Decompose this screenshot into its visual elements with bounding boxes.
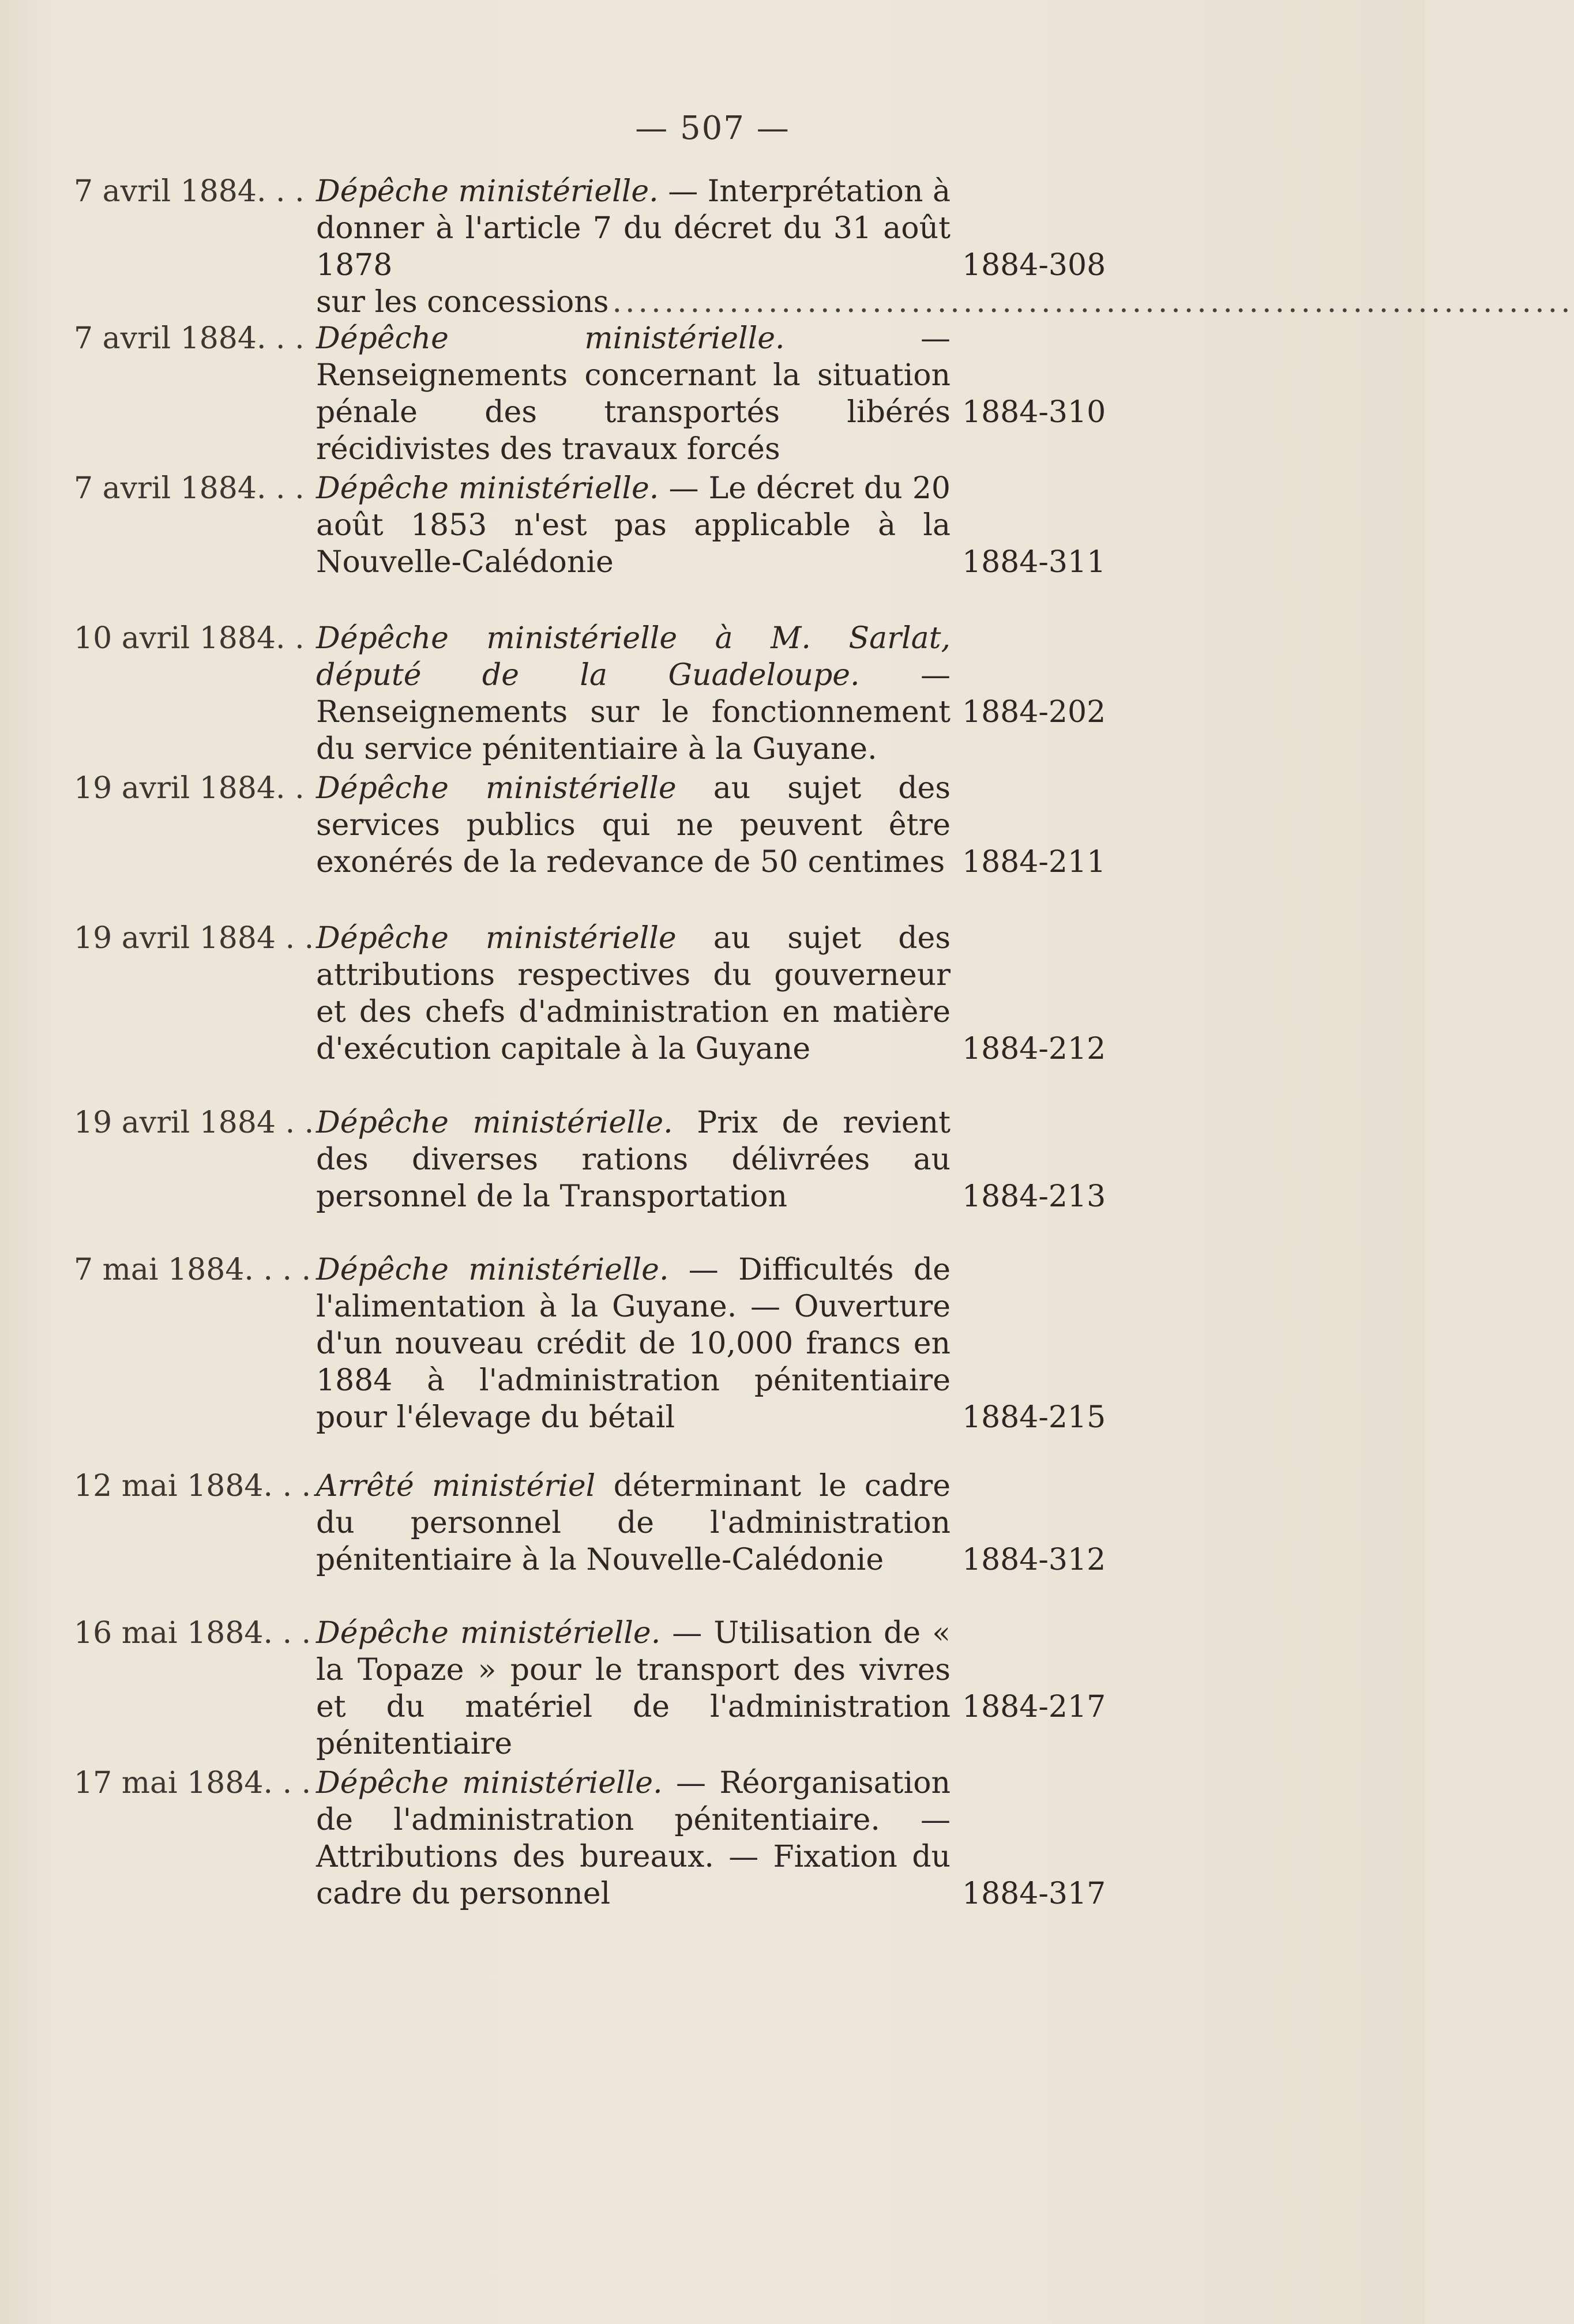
dot-leader: .......................................................................... <box>612 285 1574 319</box>
entry-text <box>316 1615 951 1762</box>
entry-reference: 1884-311 <box>962 545 1106 580</box>
entry-date: 7 avril 1884. . . <box>74 174 305 209</box>
entry-reference: 1884-308 <box>962 248 1106 283</box>
entry-kind: Dépêche ministérielle. <box>316 471 659 506</box>
entry-reference: 1884-215 <box>962 1400 1106 1435</box>
entry-text <box>316 1104 951 1215</box>
entry-description: — Difficultés de l'alimentation à la Guyane. — Ouverture d'un nouveau crédit de 10,000 francs en 1884 à l'administration pénitentiaire pour l'élevage du bétail <box>316 1253 951 1435</box>
entry-kind: Dépêche ministérielle. <box>316 1766 663 1800</box>
entry-last-words: sur les concessions <box>316 285 609 319</box>
entry-date: 7 mai 1884. . . . <box>74 1253 311 1287</box>
entry-reference: 1884-212 <box>962 1032 1106 1066</box>
entry-description: au sujet des services publics qui ne peuvent être exonérés de la redevance de 50 centimes <box>316 771 951 879</box>
entry-reference: 1884-312 <box>962 1543 1106 1577</box>
entry-description: — Le décret du 20 août 1853 n'est pas applicable à la Nouvelle-Calédonie <box>316 471 951 580</box>
entry-date: 7 avril 1884. . . <box>74 321 305 356</box>
entry-kind: Dépêche ministérielle. <box>316 1253 669 1287</box>
entry-text <box>316 1251 951 1436</box>
page-number: — 507 — <box>635 110 790 147</box>
entry-text <box>316 770 951 881</box>
entry-kind: Dépêche ministérielle à M. Sarlat, député de la Guadeloupe. <box>316 621 951 693</box>
entry-reference: 1884-213 <box>962 1179 1106 1214</box>
entry-text <box>316 470 951 581</box>
entry-description: — Renseignements concernant la situation pénale des transportés libérés récidivistes des travaux forcés <box>316 321 951 467</box>
entry-date: 19 avril 1884 . . <box>74 921 314 956</box>
entry-description: au sujet des attributions respectives du gouverneur et des chefs d'administration en matière d'exécution capitale à la Guyane <box>316 921 951 1066</box>
entry-date: 19 avril 1884 . . <box>74 1105 314 1140</box>
entry-date: 16 mai 1884. . . <box>74 1616 311 1650</box>
entry-kind: Dépêche ministérielle. <box>316 174 659 209</box>
entry-kind: Dépêche ministérielle. <box>316 1105 673 1140</box>
entry-leader-line <box>316 284 1574 321</box>
entry-reference: 1884-202 <box>962 695 1106 729</box>
entry-description: — Utilisation de « la Topaze » pour le transport des vivres et du matériel de l'administration pénitentiaire <box>316 1616 951 1761</box>
entry-description: — Renseignements sur le fonctionnement du service pénitentiaire à la Guyane. <box>316 658 951 766</box>
entry-kind: Dépêche ministérielle. <box>316 1616 661 1650</box>
entry-description: — Réorganisation de l'administration pénitentiaire. — Attributions des bureaux. — Fixation du cadre du personnel <box>316 1766 951 1911</box>
entry-text <box>316 320 951 468</box>
entry-date: 19 avril 1884. . <box>74 771 305 806</box>
entry-date: 17 mai 1884. . . <box>74 1766 311 1800</box>
entry-reference: 1884-211 <box>962 845 1106 879</box>
entry-kind: Dépêche ministérielle <box>316 771 677 806</box>
entry-kind: Arrêté ministériel <box>316 1469 596 1503</box>
entry-text <box>316 620 951 768</box>
entry-reference: 1884-310 <box>962 395 1106 430</box>
entry-description: déterminant le cadre du personnel de l'administration pénitentiaire à la Nouvelle-Calédonie <box>316 1469 951 1577</box>
entry-date: 7 avril 1884. . . <box>74 471 305 506</box>
entry-text <box>316 920 951 1067</box>
entry-kind: Dépêche ministérielle <box>316 921 677 956</box>
entry-reference: 1884-317 <box>962 1877 1106 1911</box>
entry-description: Prix de revient des diverses rations délivrées au personnel de la Transportation <box>316 1105 951 1214</box>
entry-date: 10 avril 1884. . <box>74 621 305 656</box>
entry-description: — Interprétation à donner à l'article 7 du décret du 31 août 1878 <box>316 174 951 283</box>
entry-reference: 1884-217 <box>962 1690 1106 1724</box>
entry-date: 12 mai 1884. . . <box>74 1469 311 1503</box>
entry-kind: Dépêche ministérielle. <box>316 321 785 356</box>
entry-text <box>316 1468 951 1578</box>
entry-text <box>316 1765 951 1912</box>
